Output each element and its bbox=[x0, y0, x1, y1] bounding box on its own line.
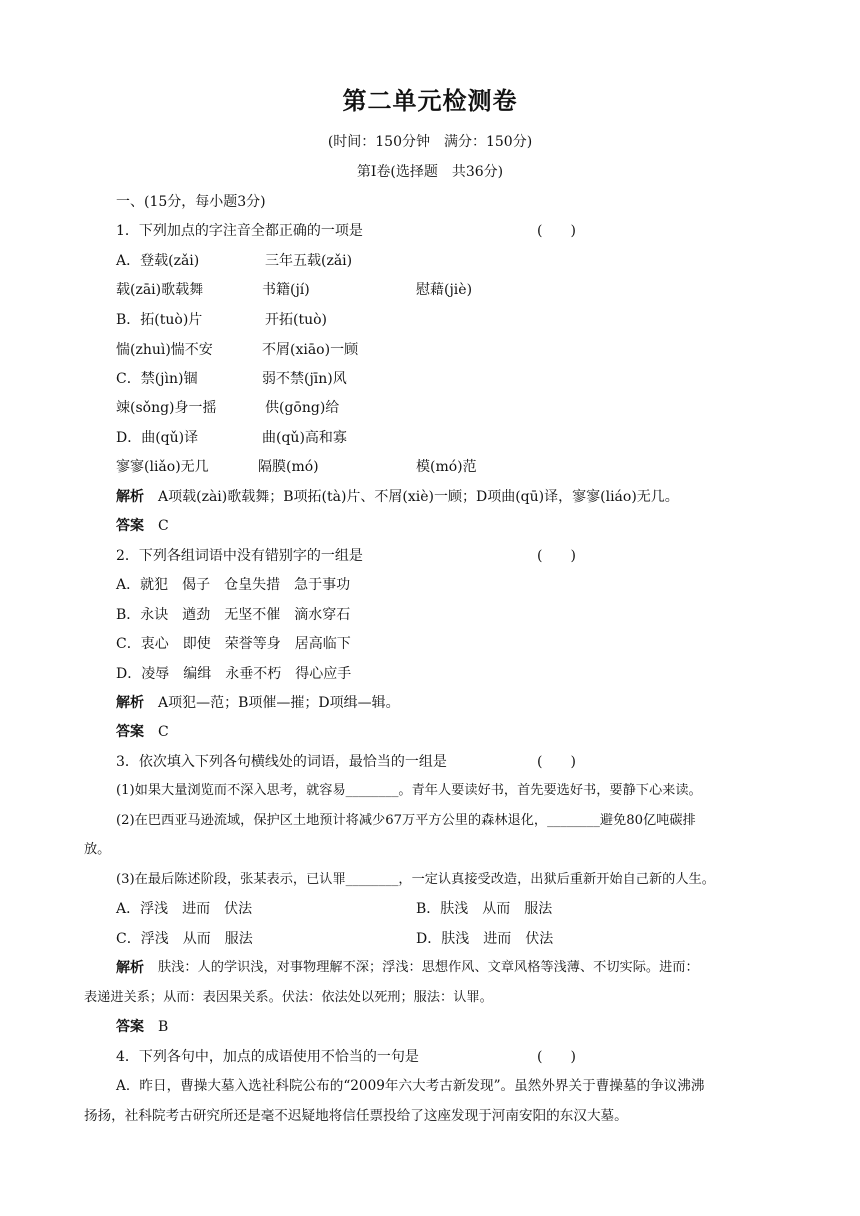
q3-option-d: D．肤浅 进而 伏法 bbox=[416, 931, 554, 947]
q1-stem: 1．下列加点的字注音全都正确的一项是 bbox=[116, 223, 363, 239]
q1-answer-value: C bbox=[158, 518, 169, 534]
q1-option-b-3: 惴(zhuì)惴不安 bbox=[116, 342, 213, 358]
q1-option-b-4: 不屑(xiāo)一顾 bbox=[262, 342, 359, 358]
q2-option-a: A．就犯 偈子 仓皇失措 急于事功 bbox=[116, 577, 351, 593]
q3-option-a: A．浮浅 进而 伏法 bbox=[116, 901, 253, 917]
q3-sentence-2-cont: 放。 bbox=[84, 842, 111, 857]
q3-answer-label: 答案 bbox=[116, 1019, 144, 1035]
q3-answer-value: B bbox=[158, 1019, 169, 1035]
q2-analysis-label: 解析 bbox=[116, 695, 144, 711]
q3-analysis-text-2: 表递进关系；从而：表因果关系。伏法：依法处以死刑；服法：认罪。 bbox=[84, 990, 493, 1005]
q3-answer-paren: ( ) bbox=[537, 754, 576, 770]
q1-option-b-1: B．拓(tuò)片 bbox=[116, 312, 203, 328]
q3-analysis-label: 解析 bbox=[116, 960, 144, 976]
q2-option-b: B．永诀 遒劲 无坚不催 滴水穿石 bbox=[116, 607, 351, 623]
q1-option-c-3: 竦(sǒng)身一摇 bbox=[116, 400, 217, 416]
q3-sentence-3: (3)在最后陈述阶段，张某表示，已认罪________，一定认真接受改造，出狱后重新开始自己新的人生。 bbox=[116, 872, 715, 887]
time-info: (时间：150分钟 满分：150分) bbox=[327, 134, 533, 150]
q1-option-c-4: 供(gōng)给 bbox=[265, 400, 340, 416]
q1-answer-paren: ( ) bbox=[537, 223, 576, 239]
q1-answer-label: 答案 bbox=[116, 518, 144, 534]
q1-option-d-5: 模(mó)范 bbox=[416, 459, 477, 475]
q3-stem: 3．依次填入下列各句横线处的词语，最恰当的一组是 bbox=[116, 754, 447, 770]
q1-option-d-4: 隔膜(mó) bbox=[258, 459, 319, 475]
q1-option-a-5: 慰藉(jiè) bbox=[416, 282, 473, 298]
part-title: 第Ⅰ卷(选择题 共36分) bbox=[356, 164, 504, 180]
q2-option-c: C．衷心 即使 荣誉等身 居高临下 bbox=[116, 636, 351, 652]
q1-option-a-1: A．登载(zǎi) bbox=[116, 253, 200, 269]
q1-option-c-1: C．禁(jìn)锢 bbox=[116, 371, 198, 387]
q1-analysis-label: 解析 bbox=[116, 489, 144, 505]
q1-option-d-3: 寥寥(liǎo)无几 bbox=[116, 459, 209, 475]
q1-option-c-2: 弱不禁(jīn)风 bbox=[262, 371, 347, 387]
q1-option-a-4: 书籍(jí) bbox=[262, 282, 310, 298]
q1-option-d-2: 曲(qǔ)高和寡 bbox=[262, 430, 347, 446]
q2-answer-value: C bbox=[158, 724, 169, 740]
q1-option-d-1: D．曲(qǔ)译 bbox=[116, 430, 199, 446]
q4-answer-paren: ( ) bbox=[537, 1049, 576, 1065]
q3-option-b: B．肤浅 从而 服法 bbox=[416, 901, 553, 917]
q4-option-a-line-2: 扬扬，社科院考古研究所还是毫不迟疑地将信任票投给了这座发现于河南安阳的东汉大墓。 bbox=[84, 1108, 628, 1124]
q2-answer-paren: ( ) bbox=[537, 548, 576, 564]
q2-analysis-text: A项犯—范；B项催—摧；D项缉—辑。 bbox=[158, 695, 400, 711]
section-heading: 一、(15分，每小题3分) bbox=[116, 194, 266, 210]
q2-answer-label: 答案 bbox=[116, 724, 144, 740]
q1-option-b-2: 开拓(tuò) bbox=[265, 312, 327, 328]
q3-sentence-1: (1)如果大量浏览而不深入思考，就容易________。青年人要读好书，首先要选好书，要静下心来读。 bbox=[116, 783, 702, 798]
q1-option-a-2: 三年五载(zǎi) bbox=[265, 253, 353, 269]
q1-option-a-3: 载(zāi)歌载舞 bbox=[116, 282, 204, 298]
q1-analysis-text: A项载(zài)歌载舞；B项拓(tà)片、不屑(xiè)一顾；D项曲(qū)译，寥寥(liáo)无几。 bbox=[158, 489, 679, 505]
q4-option-a-line-1: A．昨日，曹操大墓入选社科院公布的“2009年六大考古新发现”。虽然外界关于曹操墓的争议沸沸 bbox=[116, 1078, 705, 1094]
page-title: 第二单元检测卷 bbox=[342, 86, 518, 115]
q3-sentence-2: (2)在巴西亚马逊流域，保护区土地预计将减少67万平方公里的森林退化，________避免80亿吨碳排 bbox=[116, 813, 696, 828]
q3-option-c: C．浮浅 从而 服法 bbox=[116, 931, 253, 947]
q3-analysis-text-1: 肤浅：人的学识浅，对事物理解不深；浮浅：思想作风、文章风格等浅薄、不切实际。进而： bbox=[158, 960, 699, 975]
q4-stem: 4．下列各句中，加点的成语使用不恰当的一句是 bbox=[116, 1049, 419, 1065]
q2-option-d: D．凌辱 编缉 永垂不朽 得心应手 bbox=[116, 666, 352, 682]
q2-stem: 2．下列各组词语中没有错别字的一组是 bbox=[116, 548, 363, 564]
